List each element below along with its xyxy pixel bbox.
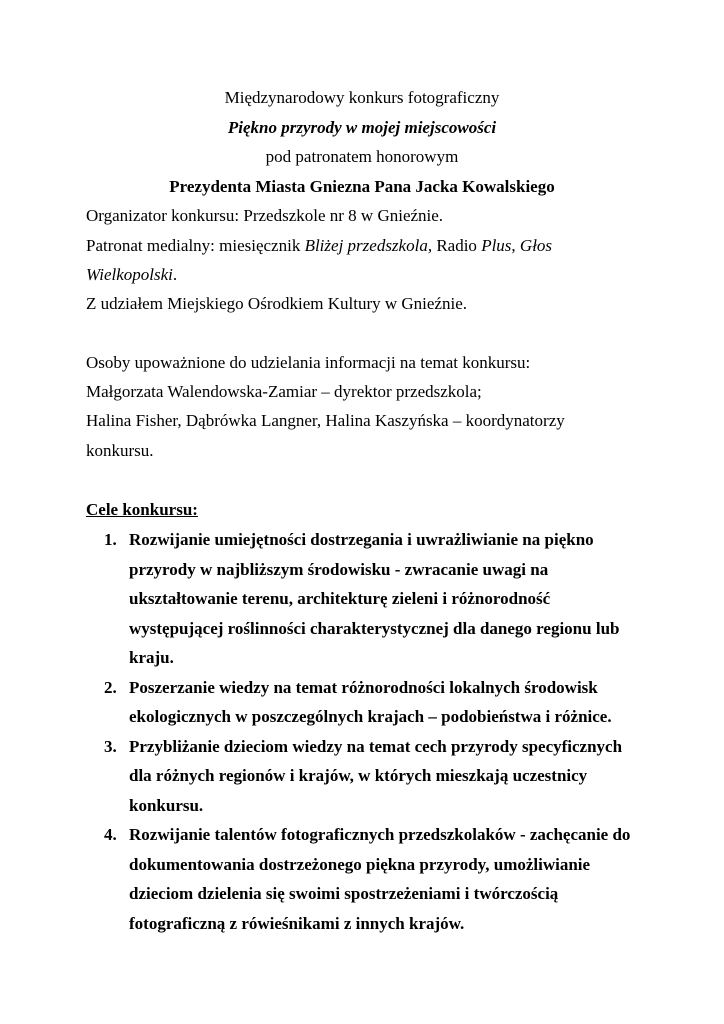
contact-coordinators: Halina Fisher, Dąbrówka Langner, Halina Kaszyńska – koordynatorzy	[86, 411, 565, 430]
contacts-intro: Osoby upoważnione do udzielania informacji na temat konkursu:	[86, 353, 531, 372]
goals-heading: Cele konkursu:	[86, 500, 198, 519]
goal-item	[86, 820, 646, 938]
contact-director: Małgorzata Walendowska-Zamiar – dyrektor przedszkola;	[86, 382, 482, 401]
contest-title: Piękno przyrody w mojej miejscowości	[227, 118, 497, 137]
media-newspaper-part2: Wielkopolski	[86, 265, 173, 284]
goal-text: Rozwijanie talentów fotograficznych przedszkolaków - zachęcanie do dokumentowania dostrzeżonego piękna przyrody, umożliwianie dzieciom dzielenia się swoimi spostrzeżeniami i twórczością fotograficzną z rówieśnikami z innych krajów.	[129, 825, 631, 933]
media-separator: ,	[511, 236, 520, 255]
goal-item	[86, 673, 646, 732]
media-prefix: Patronat medialny: miesięcznik	[86, 236, 305, 255]
media-period: .	[172, 265, 178, 284]
patronage-line: pod patronatem honorowym	[265, 147, 459, 166]
goal-number: 2.	[104, 677, 117, 697]
media-newspaper-part1: Głos	[519, 236, 553, 255]
media-radio-label: Radio	[432, 236, 482, 255]
goal-item	[86, 525, 646, 673]
goal-text: Poszerzanie wiedzy na temat różnorodności lokalnych środowisk ekologicznych w poszczególnych krajach – podobieństwa i różnice.	[129, 677, 612, 726]
goal-number: 3.	[104, 736, 117, 756]
goal-number: 1.	[104, 530, 117, 549]
media-patronage-line	[86, 235, 552, 257]
honorary-patron: Prezydenta Miasta Gniezna Pana Jacka Kowalskiego	[169, 177, 555, 196]
goal-text: Przybliżanie dzieciom wiedzy na temat cech przyrody specyficznych dla różnych regionów i krajów, w których mieszkają uczestnicy konkursu.	[129, 736, 623, 815]
goal-text: Rozwijanie umiejętności dostrzegania i uwrażliwianie na piękno przyrody w najbliższym środowisku - zwracanie uwagi na ukształtowanie terenu, architekturę zieleni i różnorodność występującej roślinności charakterystycznej dla danego regionu lub kraju.	[129, 530, 620, 667]
goal-item	[86, 732, 646, 821]
media-magazine: Bliżej przedszkola,	[304, 236, 433, 255]
goal-number: 4.	[104, 825, 117, 844]
participation-line: Z udziałem Miejskiego Ośrodkiem Kultury w Gnieźnie.	[86, 294, 467, 313]
goals-list	[86, 525, 646, 938]
contact-coordinators-cont: konkursu.	[86, 441, 154, 460]
media-radio-name: Plus	[481, 236, 512, 255]
media-patronage-line-2	[86, 264, 177, 286]
organizer-line: Organizator konkursu: Przedszkole nr 8 w Gnieźnie.	[86, 206, 444, 225]
contest-type: Międzynarodowy konkurs fotograficzny	[224, 88, 500, 107]
